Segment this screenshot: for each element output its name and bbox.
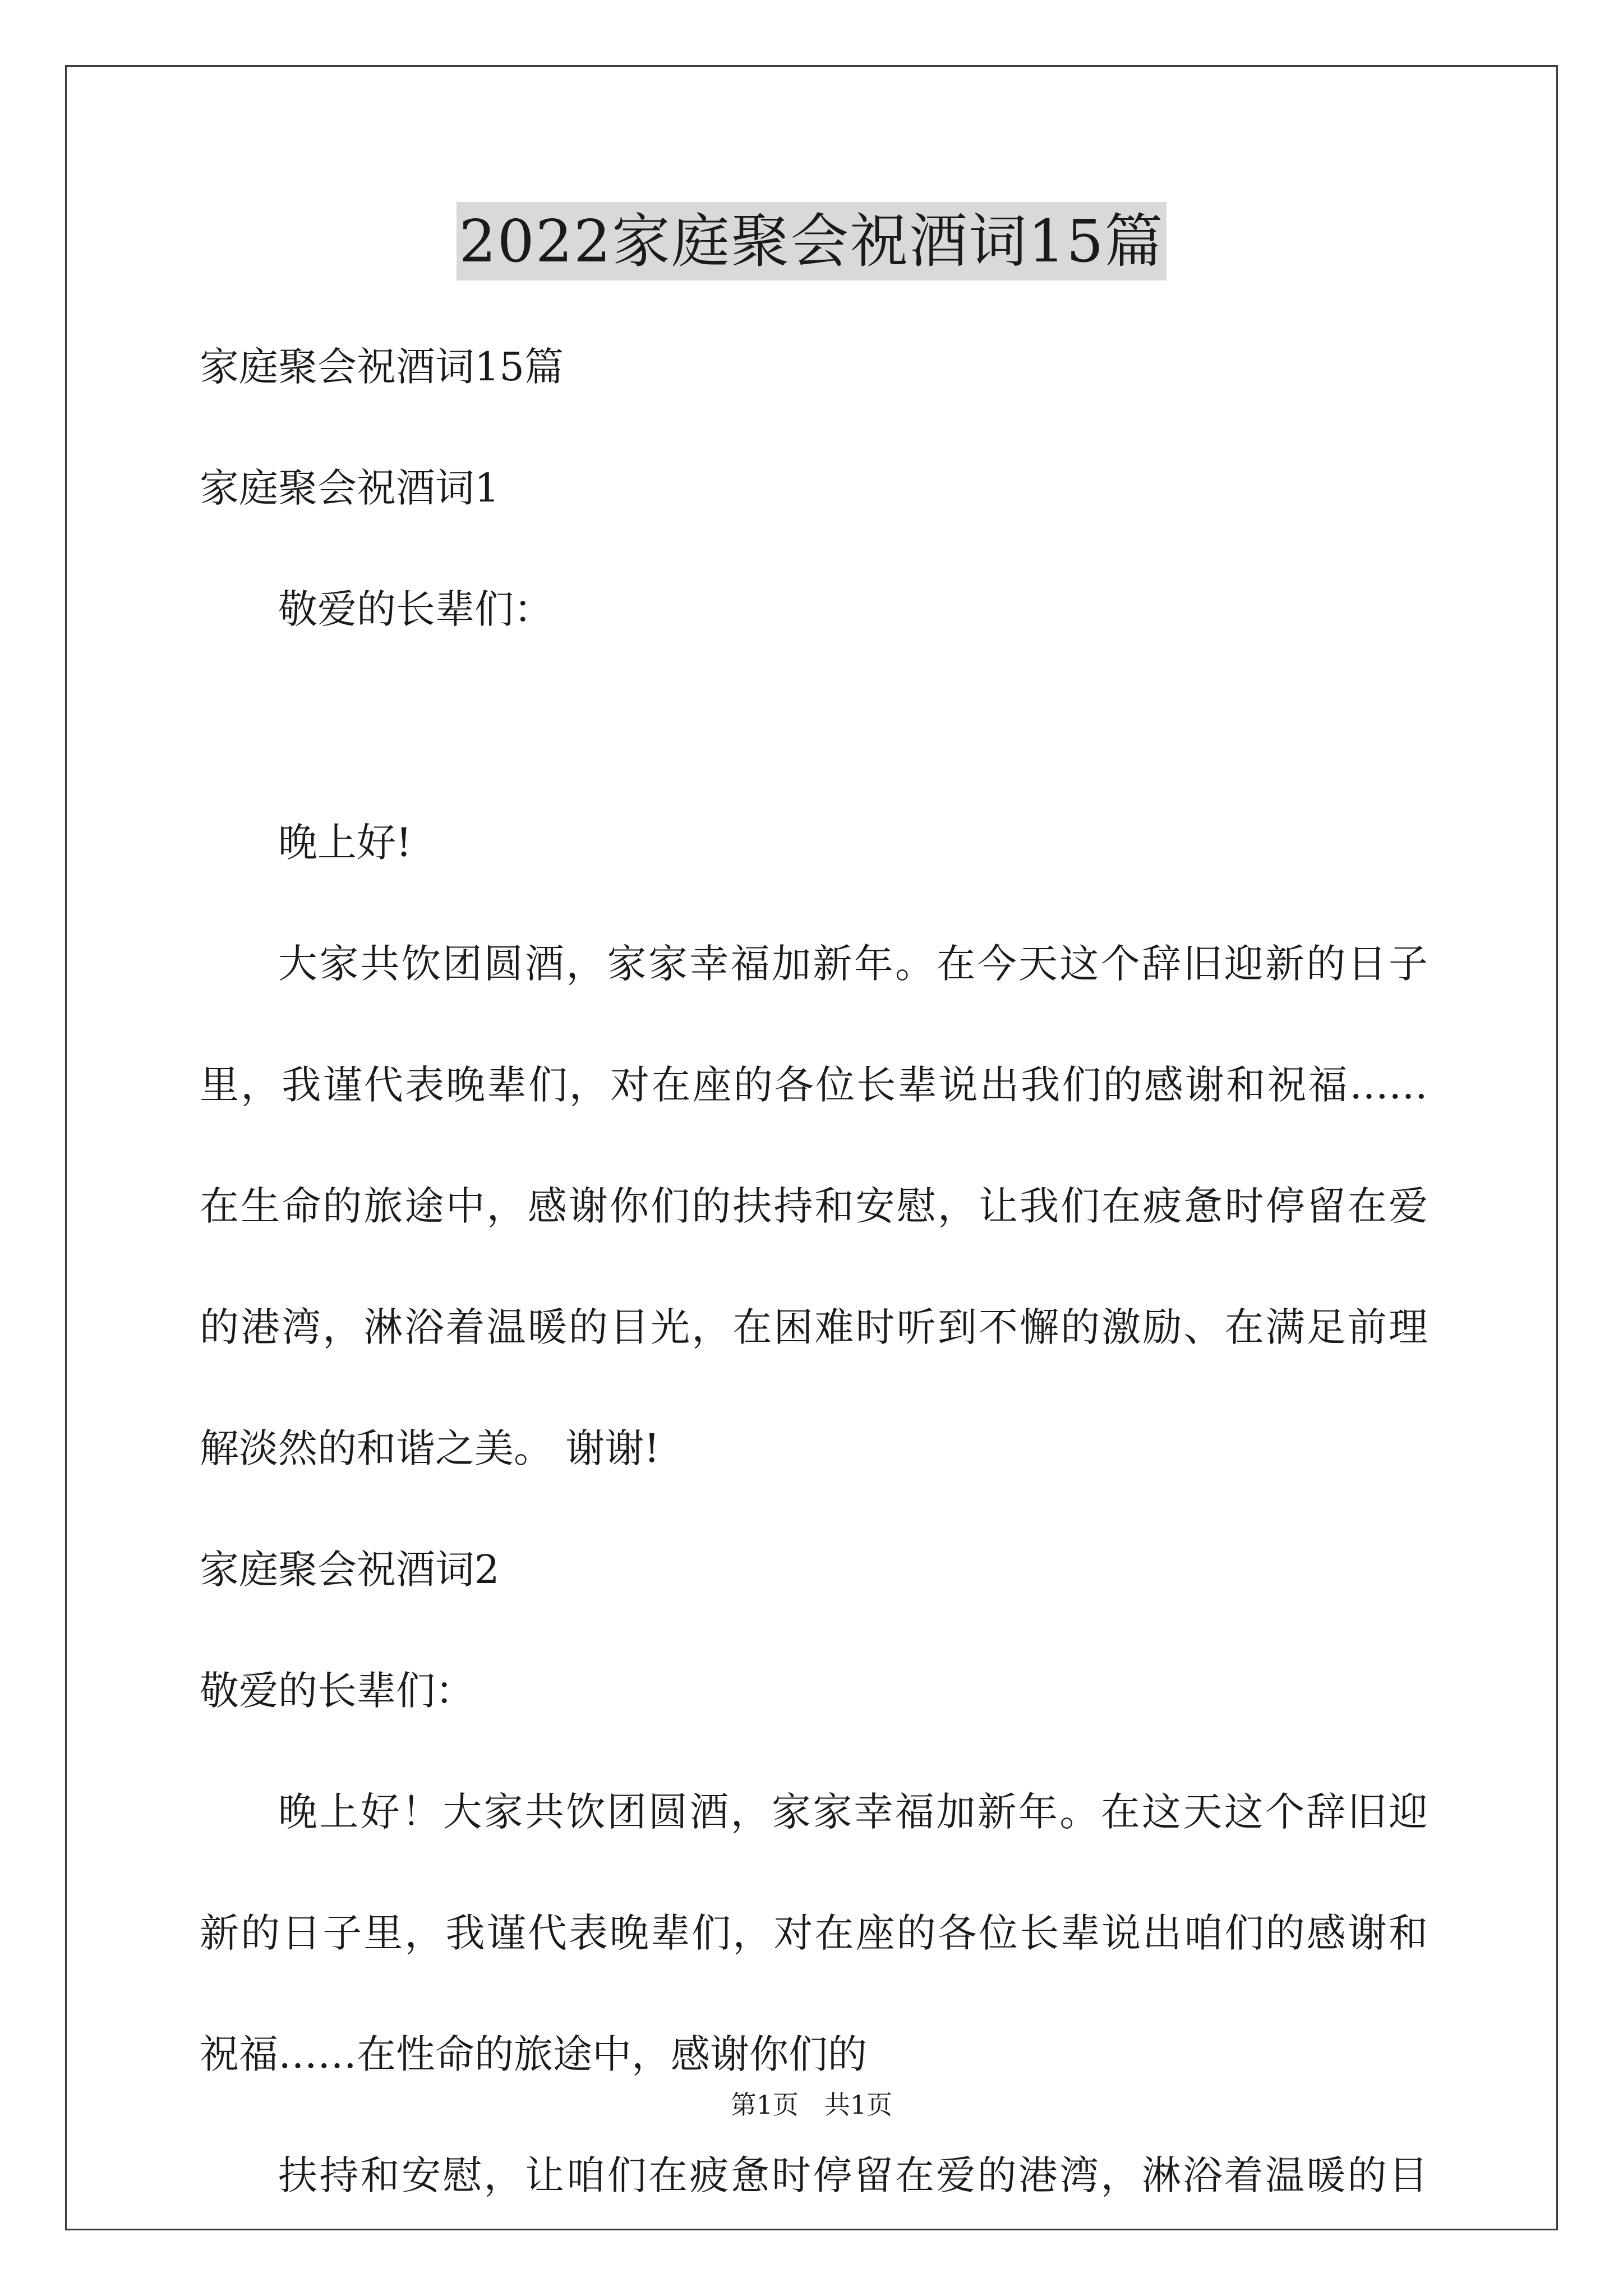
paragraph-1-line-4: 的港湾，淋浴着温暖的目光，在困难时听到不懈的激励、在满足前理 xyxy=(200,1304,1428,1350)
paragraph-2-line-1: 晚上好！大家共饮团圆酒，家家幸福加新年。在这天这个辞旧迎 xyxy=(278,1789,1428,1835)
paragraph-2-line-2: 新的日子里，我谨代表晚辈们，对在座的各位长辈说出咱们的感谢和 xyxy=(200,1910,1428,1956)
paragraph-1-line-5: 解淡然的和谐之美。 谢谢! xyxy=(200,1425,660,1471)
document-title xyxy=(0,202,1623,280)
document-title-text: 2022家庭聚会祝酒词15篇 xyxy=(457,202,1166,280)
salutation-2: 敬爱的长辈们： xyxy=(200,1668,474,1714)
paragraph-1-line-3: 在生命的旅途中，感谢你们的扶持和安慰，让我们在疲惫时停留在爱 xyxy=(200,1183,1428,1229)
section-heading-2: 家庭聚会祝酒词2 xyxy=(200,1547,500,1593)
paragraph-1-line-1: 大家共饮团圆酒，家家幸福加新年。在今天这个辞旧迎新的日子 xyxy=(278,941,1428,987)
paragraph-3-line-1: 扶持和安慰，让咱们在疲惫时停留在爱的港湾，淋浴着温暖的目 xyxy=(278,2152,1428,2198)
page-footer: 第1页 共1页 xyxy=(730,2090,893,2120)
section-heading-1: 家庭聚会祝酒词1 xyxy=(200,465,500,511)
subtitle-line: 家庭聚会祝酒词15篇 xyxy=(200,344,564,390)
greeting-1: 晚上好! xyxy=(278,820,412,866)
paragraph-1-line-2: 里，我谨代表晚辈们，对在座的各位长辈说出我们的感谢和祝福…… xyxy=(200,1062,1428,1108)
document-body xyxy=(200,339,1428,2203)
paragraph-2-line-3: 祝福……在性命的旅途中，感谢你们的 xyxy=(200,2031,867,2077)
salutation-1: 敬爱的长辈们： xyxy=(278,586,553,632)
